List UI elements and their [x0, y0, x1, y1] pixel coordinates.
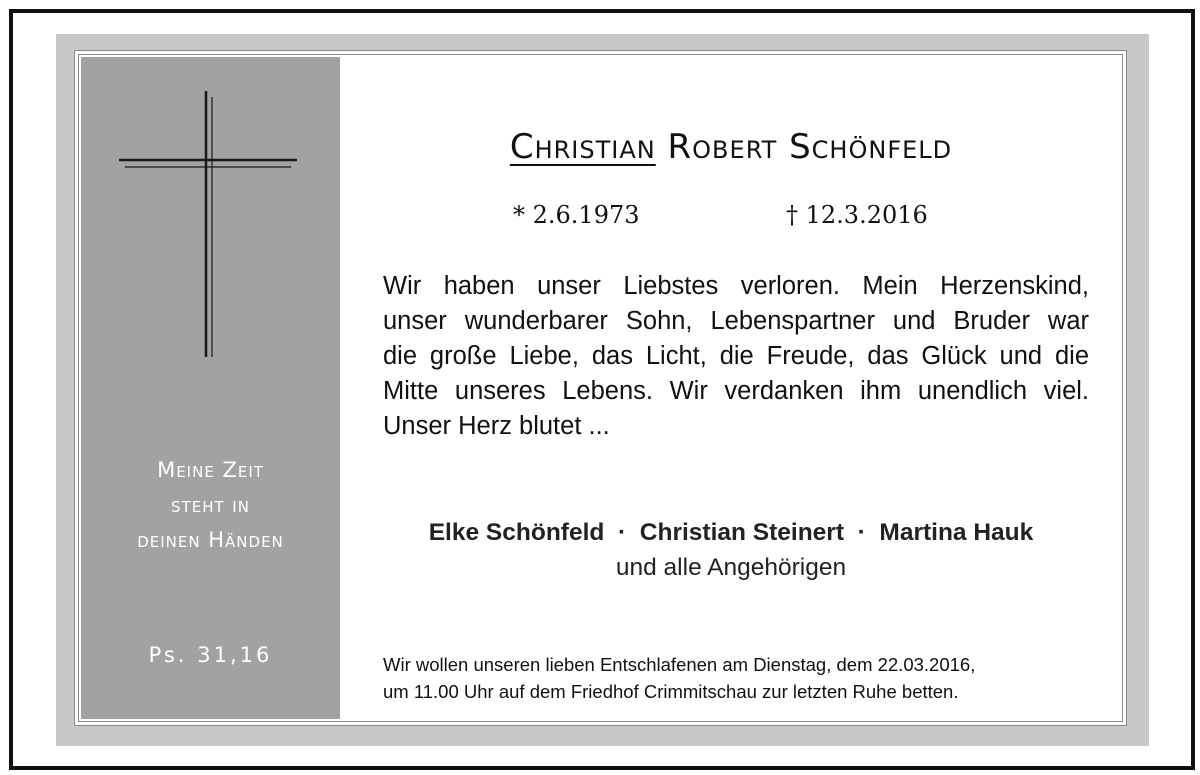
- motto-line: deinen Händen: [137, 528, 284, 552]
- funeral-info: [383, 651, 1093, 705]
- mourner-name: Martina Hauk: [879, 519, 1034, 546]
- psalm-reference: Ps. 31,16: [148, 643, 273, 667]
- mourner-name: Christian Steinert: [639, 519, 844, 546]
- deceased-name: [340, 127, 1122, 167]
- grey-mat: [56, 34, 1149, 746]
- mourners: [340, 519, 1122, 547]
- separator: ·: [617, 519, 627, 546]
- outer-frame: [9, 9, 1195, 770]
- motto: [81, 453, 340, 558]
- birth-date: * 2.6.1973: [513, 201, 640, 229]
- motto-line: Meine Zeit: [157, 458, 264, 482]
- message-text: [383, 269, 1089, 444]
- side-panel: [81, 57, 340, 719]
- name-rest: Robert Schönfeld: [667, 127, 953, 167]
- message-line: Unser Herz blutet ...: [383, 412, 610, 440]
- cross-icon: [81, 57, 340, 357]
- message-line: unser wunderbarer Sohn, Lebenspartner und Bruder war: [383, 307, 1089, 335]
- obituary-card: [74, 50, 1127, 726]
- mourner-name: Elke Schönfeld: [428, 519, 605, 546]
- main-content: [340, 57, 1122, 719]
- message-line: Wir haben unser Liebstes verloren. Mein Herzenskind,: [383, 272, 1089, 300]
- separator: ·: [857, 519, 866, 546]
- first-name: Christian: [509, 127, 656, 167]
- relatives: und alle Angehörigen: [615, 554, 847, 581]
- motto-line: steht in: [171, 493, 250, 517]
- funeral-line: um 11.00 Uhr auf dem Friedhof Crimmitschau zur letzten Ruhe betten.: [383, 681, 959, 702]
- message-line: die große Liebe, das Licht, die Freude, das Glück und die: [383, 342, 1089, 370]
- death-date: † 12.3.2016: [786, 201, 928, 229]
- message-line: Mitte unseres Lebens. Wir verdanken ihm unendlich viel.: [383, 377, 1089, 405]
- funeral-line: Wir wollen unseren lieben Entschlafenen am Dienstag, dem 22.03.2016,: [383, 654, 976, 675]
